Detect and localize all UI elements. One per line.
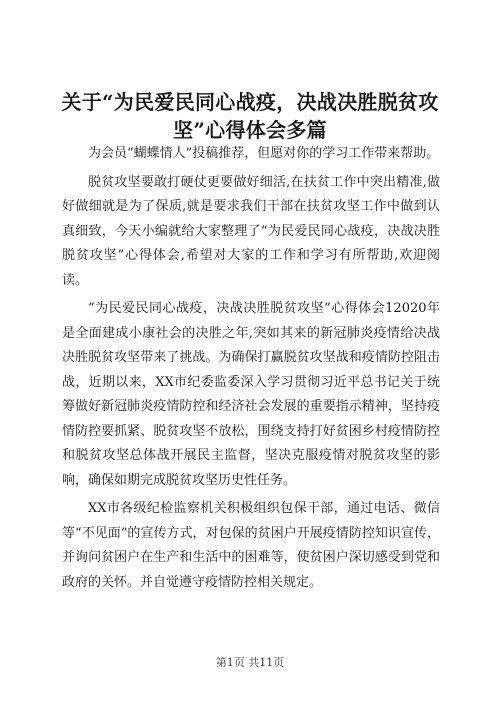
- paragraph-intro: 为会员“蝴蝶情人”投稿推荐，但愿对你的学习工作带来帮助。: [88, 146, 440, 161]
- paragraph-preface: 脱贫攻坚要敢打硬仗更要做好细活,在扶贫工作中突出精准,做好做细就是为了保质,就是要求我们干部在扶贫攻坚工作中做到认真细致，今天小编就给大家整理了“为民爱民同心战疫，决战决胜脱贫攻坚”心得体会,希望对大家的工作和学习有所帮助,欢迎阅读。: [62, 174, 440, 288]
- document-title: 关于“为民爱民同心战疫，决战决胜脱贫攻坚”心得体会多篇: [61, 90, 439, 142]
- paragraph-main: “为民爱民同心战疫，决战决胜脱贫攻坚”心得体会12020年是全面建成小康社会的决胜之年,突如其来的新冠肺炎疫情给决战决胜脱贫攻坚带来了挑战。为确保打赢脱贫攻坚战和疫情防控阻击战，近期以来，XX市纪委监委深入学习贯彻习近平总书记关于统筹做好新冠肺炎疫情防控和经济社会发展的重要指示精神，坚持疫情防控要抓紧、脱贫攻坚不放松，围绕支持打好贫困乡村疫情防控和脱贫攻坚总体战开展民主监督，坚决克服疫情对脱贫攻坚的影响，确保如期完成脱贫攻坚历史性任务。: [62, 301, 440, 488]
- document-body: [62, 142, 440, 599]
- page-number: 第1页 共11页: [215, 656, 285, 669]
- paragraph-measures: XX市各级纪检监察机关积极组织包保干部，通过电话、微信等“不见面”的宣传方式，对包保的贫困户开展疫情防控知识宣传，并询问贫困户在生产和生活中的困难等，使贫困户深切感受到党和政府的关怀。并自觉遵守疫情防控相关规定。: [62, 501, 440, 590]
